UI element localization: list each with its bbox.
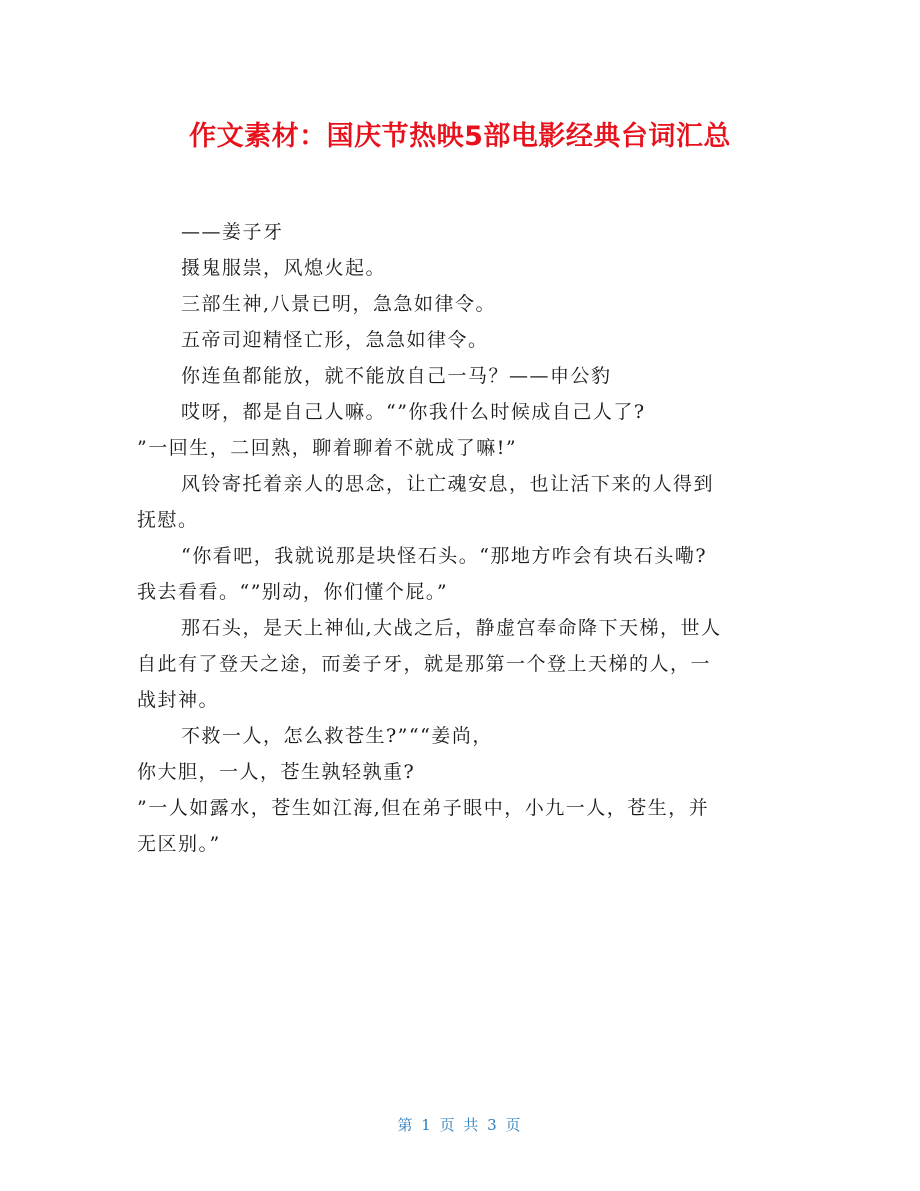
paragraph-line: 摄鬼服祟，风熄火起。 <box>181 257 387 279</box>
paragraph-line: 抚慰。 <box>137 509 199 531</box>
paragraph-line: ——姜子牙 <box>181 221 284 243</box>
paragraph-line: 五帝司迎精怪亡形，急急如律令。 <box>181 329 489 351</box>
paragraph-line: 无区别。” <box>137 833 221 855</box>
paragraph-line: 风铃寄托着亲人的思念，让亡魂安息，也让活下来的人得到 <box>181 473 715 495</box>
paragraph-line: 三部生神,八景已明，急急如律令。 <box>181 293 497 315</box>
paragraph-line: 不救一人，怎么救苍生?”““姜尚， <box>181 725 493 747</box>
paragraph-line: 你连鱼都能放，就不能放自己一马？——申公豹 <box>181 365 612 387</box>
paragraph-line: 战封神。 <box>137 689 220 711</box>
paragraph-line: “你看吧，我就说那是块怪石头。“那地方咋会有块石头嘞? <box>181 545 708 567</box>
document-title: 作文素材：国庆节热映5部电影经典台词汇总 <box>189 121 731 152</box>
paragraph-line: 自此有了登天之途，而姜子牙，就是那第一个登上天梯的人，一 <box>137 653 712 675</box>
page-number-footer: 第 1 页 共 3 页 <box>397 1116 523 1134</box>
paragraph-line: ”一回生，二回熟，聊着聊着不就成了嘛!” <box>137 437 518 459</box>
paragraph-line: 那石头，是天上神仙,大战之后，静虚宫奉命降下天梯，世人 <box>181 617 722 639</box>
paragraph-line: 你大胆，一人，苍生孰轻孰重? <box>137 761 416 783</box>
paragraph-line: ”一人如露水，苍生如江海,但在弟子眼中，小九一人，苍生，并 <box>137 797 710 819</box>
paragraph-line: 我去看看。“”别动，你们懂个屁。” <box>137 581 449 603</box>
document-body <box>137 214 777 862</box>
paragraph-line: 哎呀，都是自己人嘛。“”你我什么时候成自己人了? <box>181 401 646 423</box>
